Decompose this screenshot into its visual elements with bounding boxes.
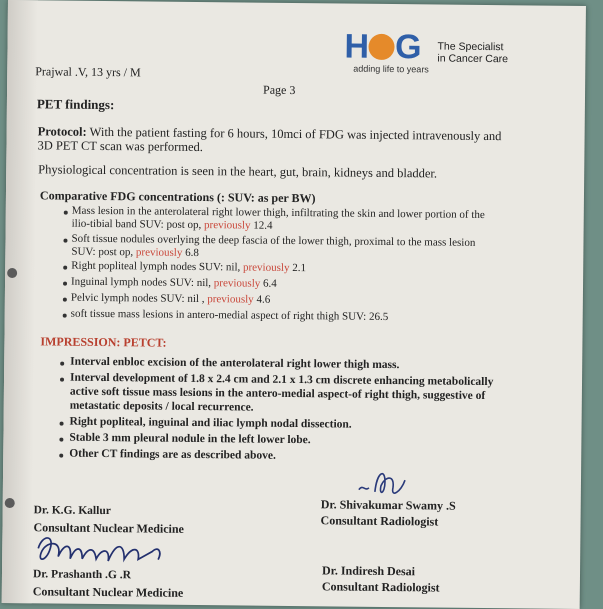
punch-hole (7, 268, 17, 278)
previous-value: 2.1 (292, 261, 307, 275)
previous-value: 4.6 (256, 293, 271, 306)
comparative-item-1-line-2 (72, 218, 273, 232)
doctor-4-title: Consultant Radiologist (321, 579, 440, 595)
comparative-heading: Comparative FDG concentrations (: SUV: as per BW) (39, 188, 316, 206)
specialist-line-2: in Cancer Care (437, 52, 509, 66)
bullet (59, 438, 63, 442)
signature-prashanth (32, 528, 172, 573)
item-text: Right popliteal lymph nodes SUV: nil, (71, 259, 241, 274)
protocol-line-2: 3D PET CT scan was performed. (37, 138, 204, 155)
previous-value: 6.8 (185, 246, 199, 260)
comparative-item-2-line-1: Soft tissue nodules overlying the deep fascia of the lower thigh, proximal to the mass lesion (71, 232, 476, 249)
report-page (2, 0, 586, 609)
comparative-item-4 (71, 276, 277, 290)
protocol-text-1: With the patient fasting for 6 hours, 10mci of FDG was injected intravenously and (89, 124, 502, 144)
previously-label: previously (135, 246, 183, 259)
impression-item-2-line-1: Interval development of 1.8 x 2.4 cm and 2.1 x 1.3 cm discrete enhancing metabolically (69, 371, 494, 389)
patient-info: Prajwal .V, 13 yrs / M (35, 64, 141, 80)
impression-item-2-line-3: metastatic deposits / local recurrence. (69, 399, 254, 414)
physiological-text: Physiological concentration is seen in the heart, gut, brain, kidneys and bladder. (38, 162, 438, 181)
impression-item-1: Interval enbloc excision of the anterolateral right lower thigh mass. (70, 355, 400, 372)
bullet (60, 378, 64, 382)
bullet (63, 282, 67, 286)
punch-hole (5, 498, 15, 508)
previously-label: previously (242, 261, 290, 274)
logo-tagline: adding life to years (353, 63, 429, 75)
previously-label: previously (207, 293, 254, 306)
protocol-label: Protocol: (37, 124, 87, 139)
comparative-item-5 (71, 292, 270, 306)
bullet (63, 298, 67, 302)
doctor-3-title: Consultant Radiologist (320, 513, 439, 529)
comparative-item-2-line-2 (71, 246, 199, 259)
doctor-1-name: Dr. K.G. Kallur (33, 504, 111, 518)
logo-letter-g: G (394, 28, 420, 67)
doctor-2-title: Consultant Nuclear Medicine (32, 584, 184, 600)
impression-item-4: Stable 3 mm pleural nodule in the left lower lobe. (69, 431, 311, 447)
specialist-line-1: The Specialist (437, 40, 504, 54)
bullet (63, 266, 67, 270)
pet-findings-heading: PET findings: (36, 96, 115, 113)
item-text: ilio-tibial band SUV: post op, (71, 217, 202, 232)
comparative-item-6: soft tissue mass lesions in antero-medial aspect of right thigh SUV: 26.5 (70, 307, 389, 323)
specialist-text (437, 41, 508, 66)
bullet (64, 211, 68, 215)
previously-label: previously (213, 277, 261, 290)
bullet (63, 239, 67, 243)
impression-item-2-line-2: active soft tissue mass lesions in the antero-medial aspect-of right thigh, suggestive of (69, 385, 486, 403)
item-text: SUV: post op, (71, 245, 134, 259)
logo-letter-h: H (344, 27, 368, 66)
logo-letter-c (368, 34, 394, 60)
bullet (60, 422, 64, 426)
item-text: Pelvic lymph nodes SUV: nil , (70, 291, 205, 306)
impression-item-3: Right popliteal, inguinal and iliac lymph nodal dissection. (69, 415, 352, 431)
comparative-item-3 (71, 260, 306, 274)
impression-heading: IMPRESSION: PETCT: (40, 334, 167, 350)
doctor-1-title: Consultant Nuclear Medicine (33, 520, 184, 536)
previous-value: 12.4 (253, 219, 273, 232)
page-number: Page 3 (263, 82, 296, 98)
item-text: Inguinal lymph nodes SUV: nil, (70, 275, 212, 290)
previous-value: 6.4 (262, 277, 277, 290)
bullet (60, 362, 64, 366)
bullet (59, 454, 63, 458)
doctor-2-name: Dr. Prashanth .G .R (32, 568, 132, 582)
doctor-3-name: Dr. Shivakumar Swamy .S (320, 497, 456, 513)
hcg-logo (344, 28, 419, 68)
comparative-item-1-line-1: Mass lesion in the anterolateral right lower thigh, infiltrating the skin and lower portion of the (71, 204, 485, 222)
previously-label: previously (203, 219, 251, 232)
page-fold (2, 0, 38, 603)
impression-item-5: Other CT findings are as described above. (69, 447, 277, 462)
doctor-4-name: Dr. Indiresh Desai (321, 563, 416, 579)
bullet (63, 314, 67, 318)
